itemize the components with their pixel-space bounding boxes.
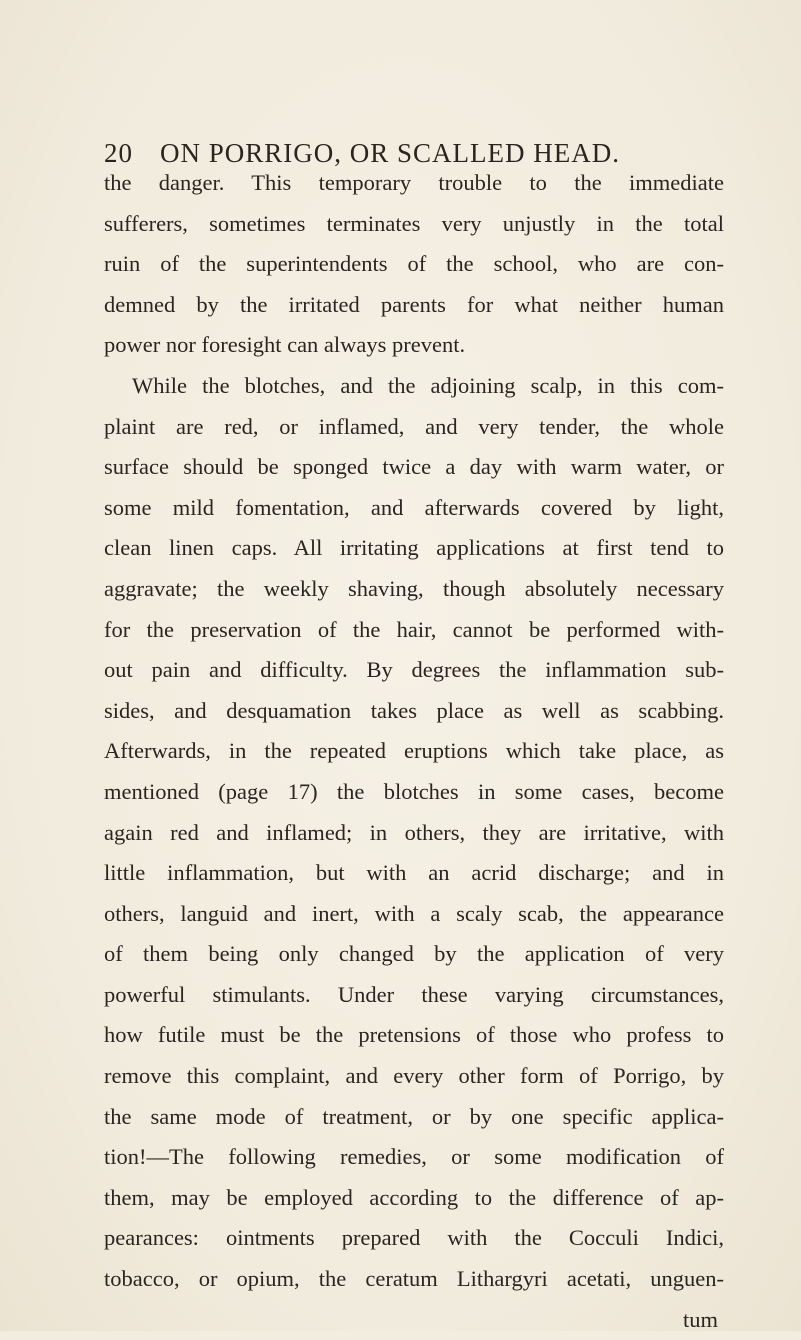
text-line: plaint are red, or inflamed, and very tender, the whole [104,413,724,439]
text-line: While the blotches, and the adjoining scalp, in this com- [132,372,724,398]
text-line: power nor foresight can always prevent. [104,332,466,358]
text-line: the same mode of treatment, or by one specific applica- [104,1103,724,1129]
text-line: them, may be employed according to the difference of ap- [104,1184,724,1210]
text-line: demned by the irritated parents for what neither human [104,291,724,317]
text-line: the danger. This temporary trouble to the immediate [104,170,724,195]
text-line: clean linen caps. All irritating applications at first tend to [104,535,724,561]
text-line: of them being only changed by the application of very [104,941,724,967]
text-line: again red and inflamed; in others, they are irritative, with [104,819,724,845]
text-line: for the preservation of the hair, cannot be performed with- [104,616,724,642]
text-line: others, languid and inert, with a scaly scab, the appearance [104,900,724,926]
text-line: Afterwards, in the repeated eruptions which take place, as [104,738,724,764]
text-line: ruin of the superintendents of the school, who are con- [104,251,724,277]
text-line: sufferers, sometimes terminates very unjustly in the total [104,210,724,236]
text-line: aggravate; the weekly shaving, though absolutely necessary [104,575,724,601]
running-head: ON PORRIGO, OR SCALLED HEAD. [160,138,621,168]
text-line: surface should be sponged twice a day with warm water, or [104,454,724,480]
text-line: pearances: ointments prepared with the Cocculi Indici, [104,1225,724,1251]
page-number: 20 [104,138,133,168]
text-line: powerful stimulants. Under these varying circumstances, [104,981,724,1007]
text-line: little inflammation, but with an acrid discharge; and in [104,860,724,886]
text-line: some mild fomentation, and afterwards covered by light, [104,494,724,520]
text-line: out pain and difficulty. By degrees the inflammation sub- [104,657,724,683]
text-line: mentioned (page 17) the blotches in some cases, become [104,778,724,804]
text-line: sides, and desquamation takes place as well as scabbing. [104,697,724,723]
text-line: tobacco, or opium, the ceratum Lithargyri acetati, unguen- [104,1266,724,1292]
text-line: remove this complaint, and every other form of Porrigo, by [104,1063,724,1089]
catchword: tum [682,1306,718,1332]
text-line: how futile must be the pretensions of those who profess to [104,1022,724,1048]
text-line: tion!—The following remedies, or some modification of [104,1144,724,1170]
body-text [104,163,724,1340]
